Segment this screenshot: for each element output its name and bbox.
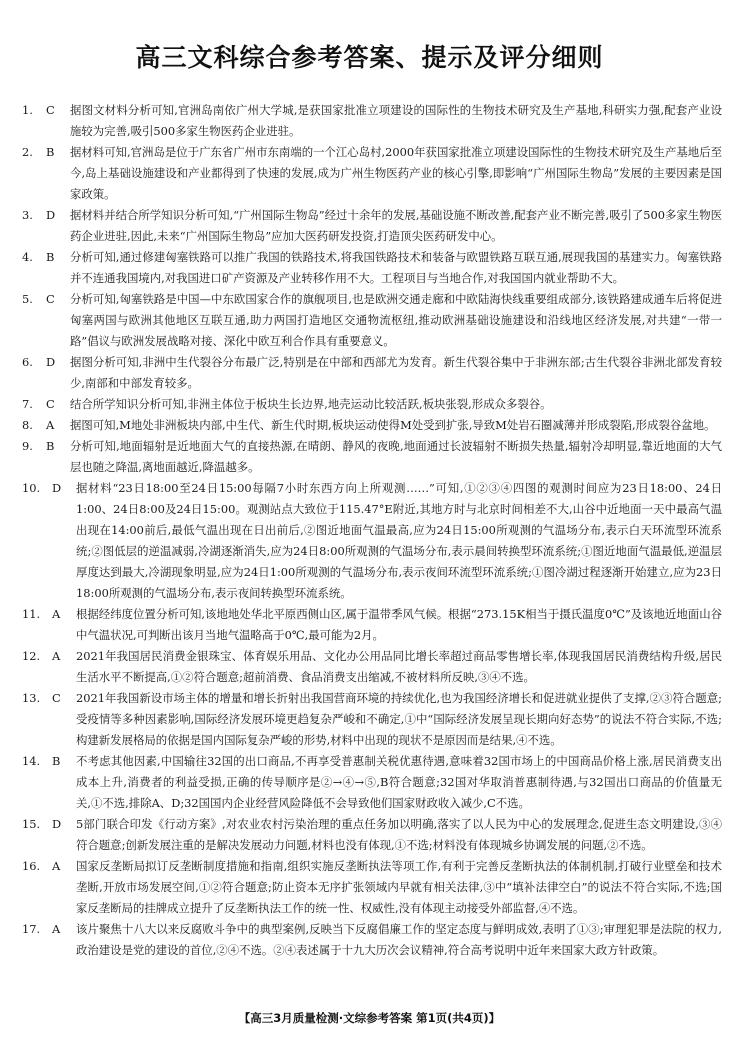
question-number: 1. bbox=[22, 103, 33, 117]
page-footer: 【高三3月质量检测·文综参考答案 第1页(共4页)】 bbox=[238, 1011, 501, 1025]
question-number: 14. bbox=[22, 754, 41, 768]
answer-item bbox=[22, 919, 722, 961]
question-number: 8. bbox=[22, 418, 33, 432]
answer-item bbox=[22, 751, 722, 814]
question-number: 4. bbox=[22, 250, 33, 264]
question-number: 15. bbox=[22, 817, 41, 831]
answer-letter: D bbox=[52, 817, 62, 831]
answer-explanation: 5部门联合印发《行动方案》,对农业农村污染治理的重点任务加以明确,落实了以人民为中心的发展理念,促进生态文明建设,③④符合题意;创新发展注重的是解决发展动力问题,材料也没有体现,①不选;材料没有体现城乡协调发展的问题,②不选。 bbox=[76, 817, 722, 852]
answer-explanation: 据材料并结合所学知识分析可知,“广州国际生物岛”经过十余年的发展,基础设施不断改善,配套产业不断完善,吸引了500多家生物医药企业进驻,因此,未来“广州国际生物岛”应加大医药研发投资,打造顶尖医药研发中心。 bbox=[70, 208, 722, 243]
question-number: 3. bbox=[22, 208, 33, 222]
answer-item bbox=[22, 415, 722, 436]
answer-item bbox=[22, 688, 722, 751]
answer-explanation: 据图文材料分析可知,官洲岛南依广州大学城,是获国家批准立项建设的国际性的生物技术研究及生产基地,科研实力强,配套产业设施较为完善,吸引500多家生物医药企业进驻。 bbox=[70, 103, 722, 138]
answer-item bbox=[22, 142, 722, 205]
question-number: 10. bbox=[22, 481, 41, 495]
answer-letter: A bbox=[52, 649, 61, 663]
answer-item bbox=[22, 289, 722, 352]
answer-letter: D bbox=[46, 208, 56, 222]
answer-letter: A bbox=[52, 859, 61, 873]
answer-item bbox=[22, 646, 722, 688]
question-number: 13. bbox=[22, 691, 41, 705]
answer-explanation: 结合所学知识分析可知,非洲主体位于板块生长边界,地壳运动比较活跃,板块张裂,形成众多裂谷。 bbox=[70, 397, 552, 411]
answer-letter: A bbox=[46, 418, 55, 432]
question-number: 17. bbox=[22, 922, 41, 936]
question-number: 16. bbox=[22, 859, 41, 873]
answer-explanation: 据材料“23日18:00至24日15:00每隔7小时东西方向上所观测……”可知,①②③④四图的观测时间应为23日18:00、24日1:00、24日8:00及24日15:00。观测站点大致位于115.47°E附近,其地方时与北京时间相差不大,山谷中近地面一天中最高气温出现在14:00前后,最低气温出现在日出前后,②图近地面气温最高,应为24日15:00所观测的气温场分布,表示白天环流型环流系统;②图低层的逆温减弱,冷湖逐渐消失,应为24日8:00所观测的气温场分布,表示晨间转换型环流系统;①图近地面气温最低,逆温层厚度达到最大,冷湖现象明显,应为24日1:00所观测的气温场分布,表示夜间环流型环流系统;①图冷湖过程逐渐开始建立,应为23日18:00所观测的气温场分布,表示夜间转换型环流系统。 bbox=[76, 481, 722, 600]
answer-letter: C bbox=[46, 292, 55, 306]
answer-explanation: 根据经纬度位置分析可知,该地地处华北平原西侧山区,属于温带季风气候。根据“273.15K相当于摄氏温度0℃”及该地近地面山谷中气温状况,可判断出该月当地气温略高于0℃,最可能为2月。 bbox=[76, 607, 722, 642]
answer-item bbox=[22, 247, 722, 289]
answer-item bbox=[22, 604, 722, 646]
answer-letter: A bbox=[52, 607, 61, 621]
answer-item bbox=[22, 478, 722, 604]
answer-item bbox=[22, 394, 722, 415]
answer-letter: B bbox=[46, 439, 55, 453]
answer-item bbox=[22, 814, 722, 856]
answer-letter: C bbox=[52, 691, 61, 705]
question-number: 5. bbox=[22, 292, 33, 306]
answer-list bbox=[22, 100, 722, 961]
answer-letter: C bbox=[46, 103, 55, 117]
answer-letter: A bbox=[52, 922, 61, 936]
question-number: 6. bbox=[22, 355, 33, 369]
answer-explanation: 据图分析可知,非洲中生代裂谷分布最广泛,特别是在中部和西部尤为发育。新生代裂谷集中于非洲东部;古生代裂谷非洲北部发育较少,南部和中部发育较多。 bbox=[70, 355, 722, 390]
question-number: 2. bbox=[22, 145, 33, 159]
answer-explanation: 国家反垄断局拟订反垄断制度措施和指南,组织实施反垄断执法等项工作,有利于完善反垄断执法的体制机制,打破行业壁垒和技术垄断,开放市场发展空间,①②符合题意;防止资本无序扩张领域内早就有相关法律,③中“填补法律空白”的说法不符合实际,不选;国家反垄断局的挂牌成立提升了反垄断执法工作的统一性、权威性,没有体现主动接受外部监督,④不选。 bbox=[76, 859, 722, 915]
answer-letter: D bbox=[46, 355, 56, 369]
answer-item bbox=[22, 205, 722, 247]
answer-item bbox=[22, 100, 722, 142]
answer-letter: B bbox=[46, 145, 55, 159]
question-number: 9. bbox=[22, 439, 33, 453]
answer-explanation: 分析可知,地面辐射是近地面大气的直接热源,在晴朗、静风的夜晚,地面通过长波辐射不断损失热量,辐射冷却明显,靠近地面的大气层也随之降温,离地面越近,降温越多。 bbox=[70, 439, 722, 474]
answer-explanation: 该片聚焦十八大以来反腐败斗争中的典型案例,反映当下反腐倡廉工作的坚定态度与鲜明成效,表明了①③;审理犯罪是法院的权力,政治建设是党的建设的首位,②④不选。②④表述属于十九大历次会议精神,符合高考说明中近年来国家大政方针政策。 bbox=[76, 922, 722, 957]
answer-explanation: 2021年我国新设市场主体的增量和增长折射出我国营商环境的持续优化,也为我国经济增长和促进就业提供了支撑,②③符合题意;受疫情等多种因素影响,国际经济发展环境更趋复杂严峻和不确定,①中“国际经济发展呈现长期向好态势”的说法不符合实际,不选;构建新发展格局的依据是国内国际复杂严峻的形势,材料中出现的现状不是原因而是结果,④不选。 bbox=[76, 691, 722, 747]
page-title: 高三文科综合参考答案、提示及评分细则 bbox=[135, 43, 604, 72]
answer-letter: B bbox=[52, 754, 61, 768]
answer-explanation: 据材料可知,官洲岛是位于广东省广州市东南端的一个江心岛村,2000年获国家批准立项建设国际性的生物技术研究及生产基地后至今,岛上基础设施建设和产业都得到了快速的发展,成为广州生物医药产业的核心引擎,即影响“广州国际生物岛”发展的主要因素是国家政策。 bbox=[70, 145, 722, 201]
answer-item bbox=[22, 856, 722, 919]
question-number: 7. bbox=[22, 397, 33, 411]
answer-letter: C bbox=[46, 397, 55, 411]
question-number: 11. bbox=[22, 607, 41, 621]
answer-letter: B bbox=[46, 250, 55, 264]
answer-item bbox=[22, 352, 722, 394]
answer-explanation: 据图可知,M地处非洲板块内部,中生代、新生代时期,板块运动使得M处受到扩张,导致M处岩石圈减薄并形成裂陷,形成裂谷盆地。 bbox=[70, 418, 716, 432]
answer-explanation: 分析可知,匈塞铁路是中国—中东欧国家合作的旗舰项目,也是欧洲交通走廊和中欧陆海快线重要组成部分,该铁路建成通车后将促进匈塞两国与欧洲其他地区互联互通,助力两国打造地区交通物流枢纽,推动欧洲基础设施建设和沿线地区经济发展,对共建“一带一路”倡议与欧洲发展战略对接、深化中欧互利合作具有重要意义。 bbox=[70, 292, 722, 348]
answer-item bbox=[22, 436, 722, 478]
answer-explanation: 不考虑其他因素,中国输往32国的出口商品,不再享受普惠制关税优惠待遇,意味着32国市场上的中国商品价格上涨,居民消费支出成本上升,消费者的利益受损,正确的传导顺序是②→④→⑤,B符合题意;32国对华取消普惠制待遇,与32国出口商品的价值量无关,①不选,排除A、D;32国国内企业经营风险降低不会导致他们国家财政收入减少,C不选。 bbox=[76, 754, 722, 810]
answer-explanation: 2021年我国居民消费金银珠宝、体育娱乐用品、文化办公用品同比增长率超过商品零售增长率,体现我国居民消费结构升级,居民生活水平不断提高,①②符合题意;超前消费、食品消费支出缩减,不被材料所反映,③④不选。 bbox=[76, 649, 722, 684]
answer-explanation: 分析可知,通过修建匈塞铁路可以推广我国的铁路技术,将我国铁路技术和装备与欧盟铁路互联互通,展现我国的基建实力。匈塞铁路并不连通我国境内,对我国进口矿产资源及产业转移作用不大。工程项目与当地合作,对我国国内就业帮助不大。 bbox=[70, 250, 722, 285]
answer-letter: D bbox=[52, 481, 62, 495]
question-number: 12. bbox=[22, 649, 41, 663]
